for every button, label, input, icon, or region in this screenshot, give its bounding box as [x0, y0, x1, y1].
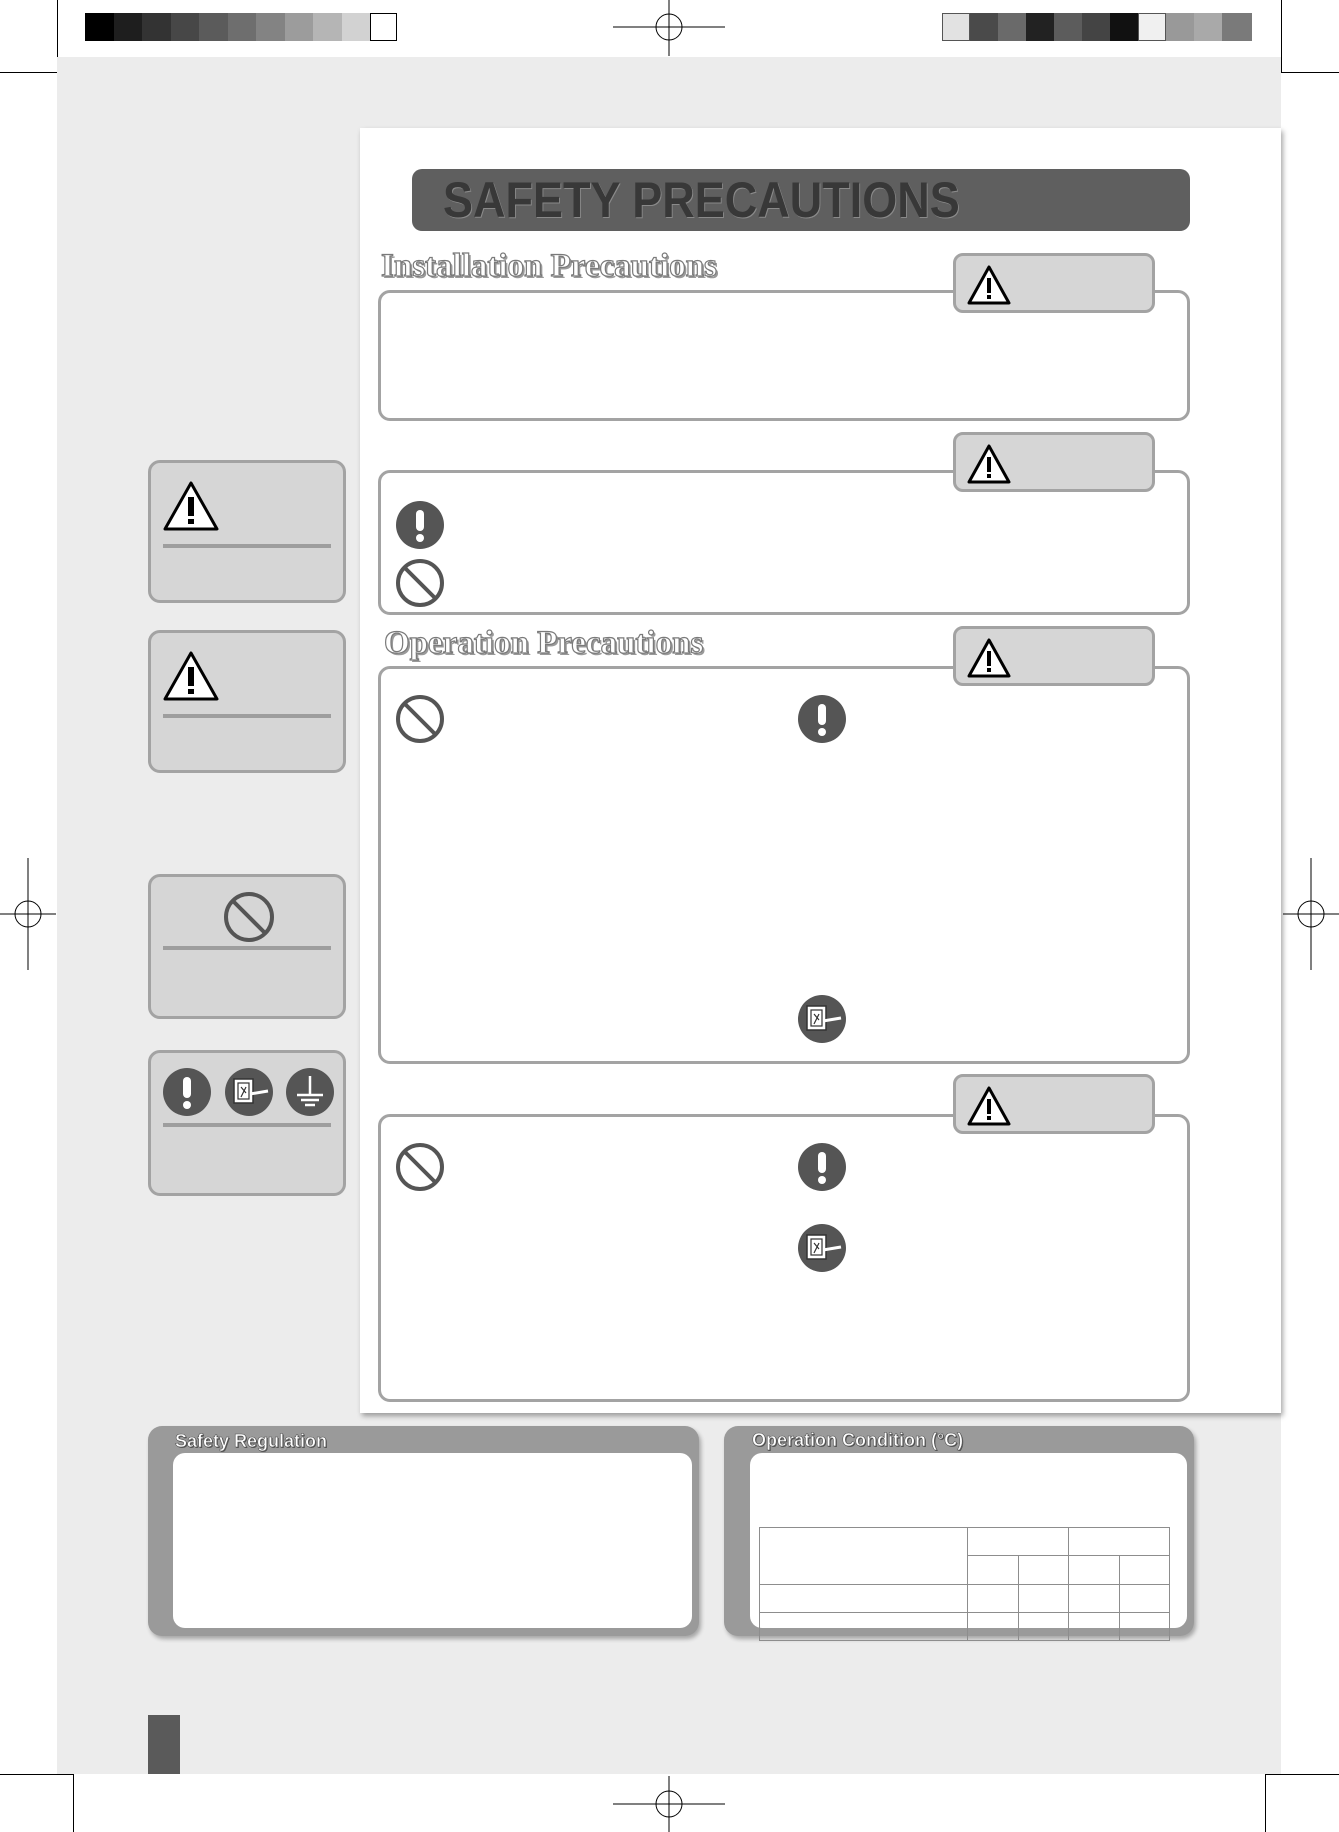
prohibition-circle-icon — [223, 891, 275, 943]
exclamation-circle-icon — [162, 1067, 212, 1117]
warning-triangle-icon — [966, 264, 1012, 306]
operation-caution-frame — [378, 1114, 1190, 1402]
operation-condition-panel — [724, 1426, 1194, 1636]
operation-condition-table — [759, 1527, 1170, 1641]
ground-icon — [285, 1067, 335, 1117]
registration-target-right — [1283, 858, 1339, 970]
operation-condition-title: Operation Condition (°C) — [752, 1430, 964, 1450]
operation-warning-frame — [378, 666, 1190, 1064]
installation-caution-tab — [953, 432, 1155, 492]
operation-precautions-heading: Operation Precautions — [384, 625, 704, 661]
registration-swatches-left — [85, 0, 397, 56]
page-title: SAFETY PRECAUTIONS — [443, 172, 960, 228]
warning-triangle-icon — [966, 637, 1012, 679]
unplug-icon — [224, 1067, 274, 1117]
unplug-icon — [797, 994, 847, 1044]
table-header-cell — [760, 1528, 968, 1585]
installation-precautions-heading: Installation Precautions — [381, 248, 717, 284]
table-row — [760, 1585, 1170, 1613]
exclamation-circle-icon — [395, 500, 445, 550]
prohibition-circle-icon — [395, 1142, 445, 1192]
operation-warning-tab — [953, 626, 1155, 686]
safety-regulation-content — [173, 1453, 692, 1628]
legend-prohibited-box — [148, 874, 346, 1019]
unplug-icon — [797, 1223, 847, 1273]
warning-triangle-icon — [161, 649, 221, 703]
legend-caution-box — [148, 630, 346, 773]
warning-triangle-icon — [161, 479, 221, 533]
registration-swatches-right — [942, 0, 1252, 56]
operation-caution-tab — [953, 1074, 1155, 1134]
prohibition-circle-icon — [395, 558, 445, 608]
page-number-tab — [148, 1715, 180, 1774]
warning-triangle-icon — [966, 443, 1012, 485]
table-header-cell — [1069, 1528, 1170, 1556]
table-header-cell — [1119, 1556, 1169, 1585]
exclamation-circle-icon — [797, 1142, 847, 1192]
installation-warning-tab — [953, 253, 1155, 313]
table-header-cell — [968, 1528, 1069, 1556]
table-header-cell — [1018, 1556, 1068, 1585]
safety-regulation-panel — [148, 1426, 699, 1636]
legend-mandatory-box — [148, 1050, 346, 1196]
registration-target-bottom — [613, 1776, 725, 1832]
table-row — [760, 1613, 1170, 1641]
warning-triangle-icon — [966, 1085, 1012, 1127]
registration-target-left — [0, 858, 56, 970]
legend-warning-box — [148, 460, 346, 603]
table-header-cell — [968, 1556, 1018, 1585]
prohibition-circle-icon — [395, 694, 445, 744]
safety-regulation-title: Safety Regulation — [175, 1431, 328, 1451]
exclamation-circle-icon — [797, 694, 847, 744]
table-header-cell — [1069, 1556, 1119, 1585]
registration-target-top — [613, 0, 725, 56]
operation-condition-content — [750, 1453, 1187, 1628]
